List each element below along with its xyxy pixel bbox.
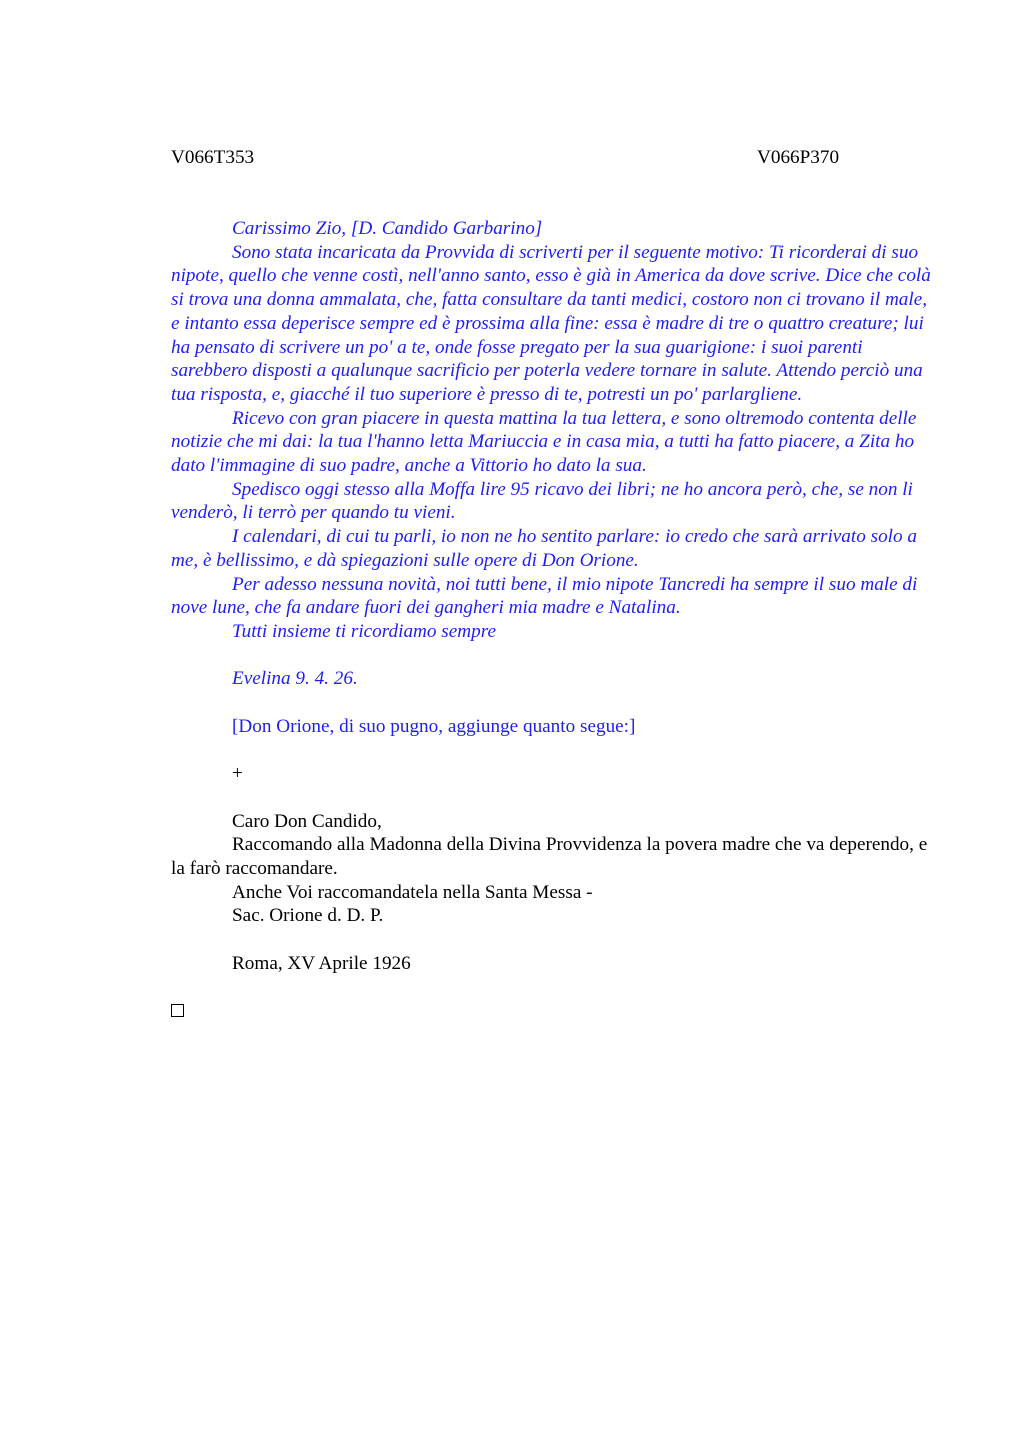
- end-marker: [171, 999, 931, 1023]
- postscript-greeting: Caro Don Candido,: [232, 810, 382, 832]
- letter-paragraph: Spedisco oggi stesso alla Moffa lire 95 ricavo dei libri; ne ho ancora però, che, se non li venderò, li terrò per quando tu vieni.: [171, 478, 913, 524]
- square-icon: [171, 1004, 184, 1017]
- document-code-right: V066P370: [757, 147, 840, 168]
- letter-signature: Evelina 9. 4. 26.: [232, 668, 358, 690]
- letter-paragraph: I calendari, di cui tu parli, io non ne ho sentito parlare: io credo che sarà arrivato solo a me, è bellissimo, e dà spiegazioni sulle opere di Don Orione.: [171, 526, 917, 571]
- letter-greeting: Carissimo Zio, [D. Candido Garbarino]: [232, 218, 543, 239]
- editor-note: [Don Orione, di suo pugno, aggiunge quanto segue:]: [232, 715, 636, 737]
- postscript-section: [171, 810, 931, 976]
- postscript-signature: Sac. Orione d. D. P.: [232, 905, 384, 927]
- postscript-paragraph: Raccomando alla Madonna della Divina Provvidenza la povera madre che va deperendo, e la farò raccomandare.: [171, 834, 928, 879]
- letter-paragraph: Per adesso nessuna novità, noi tutti bene, il mio nipote Tancredi ha sempre il suo male di nove lune, che fa andare fuori dei gangheri mia madre e Natalina.: [171, 573, 918, 619]
- letter-section: [171, 217, 931, 691]
- letter-paragraph: Ricevo con gran piacere in questa mattina la tua lettera, e sono oltremodo contenta delle notizie che mi dai: la tua l'hanno letta Mariuccia e in casa mia, a tutti ha fatto piacere, a Zita ho dato l'immagine di suo padre, anche a Vittorio ho dato la sua.: [171, 407, 917, 477]
- document-body: [171, 217, 931, 1023]
- document-code-left: V066T353: [171, 147, 255, 168]
- postscript-paragraph: Anche Voi raccomandatela nella Santa Messa -: [232, 881, 593, 903]
- letter-paragraph: Sono stata incaricata da Provvida di scriverti per il seguente motivo: Ti ricorderai di suo nipote, quello che venne costì, nell'anno santo, esso è già in America da dove scrive. Dice che colà si trova una donna ammalata, che, fatta consultare da tanti medici, costoro non ci trovano il male, e intanto essa deperisce sempre ed è prossima alla fine: essa è madre di tre o quattro creature; lui ha pensato di scrivere un po' a te, onde fosse pregato per la sua guarigione: i suoi parenti sarebbero disposti a qualunque sacrificio per poterla vedere tornare in salute. Attendo perciò una tua risposta, e, giacché il tuo superiore è presso di te, potresti un po' parlargliene.: [171, 241, 931, 405]
- cross-symbol: +: [232, 763, 243, 785]
- postscript-place-date: Roma, XV Aprile 1926: [232, 952, 411, 974]
- letter-paragraph: Tutti insieme ti ricordiamo sempre: [232, 620, 496, 642]
